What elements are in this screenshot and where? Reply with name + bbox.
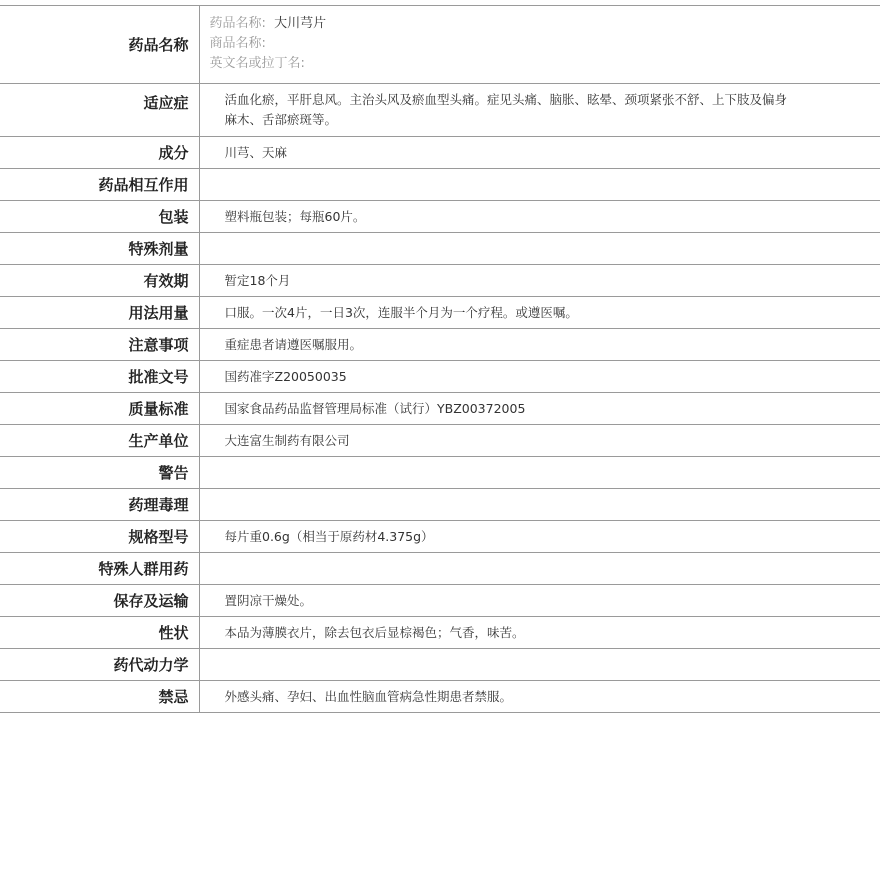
label-special-dosage: 特殊剂量: [0, 233, 199, 265]
label-specification: 规格型号: [0, 521, 199, 553]
row-warning: [0, 457, 880, 489]
english-name-key: 英文名或拉丁名:: [209, 56, 305, 71]
label-warning: 警告: [0, 457, 199, 489]
row-ingredients: [0, 137, 880, 169]
row-indications: [0, 84, 880, 137]
label-ingredients: 成分: [0, 137, 199, 169]
row-packaging: [0, 201, 880, 233]
row-pharmacology: [0, 489, 880, 521]
label-shelf-life: 有效期: [0, 265, 199, 297]
row-pharmacokinetics: [0, 649, 880, 681]
value-precautions: 重症患者请遵医嘱服用。: [199, 329, 880, 361]
value-specification: 每片重0.6g（相当于原药材4.375g）: [199, 521, 880, 553]
value-pharmacology: [199, 489, 880, 521]
row-usage: [0, 297, 880, 329]
value-ingredients: 川芎、天麻: [199, 137, 880, 169]
row-drug-names: [0, 6, 880, 84]
row-specification: [0, 521, 880, 553]
value-indications: 活血化瘀，平肝息风。主治头风及瘀血型头痛。症见头痛、脑胀、眩晕、颈项紧张不舒、上下肢及偏身麻木、舌部瘀斑等。: [199, 84, 880, 137]
row-description: [0, 617, 880, 649]
value-quality-standard: 国家食品药品监督管理局标准（试行）YBZ00372005: [199, 393, 880, 425]
label-description: 性状: [0, 617, 199, 649]
row-quality-standard: [0, 393, 880, 425]
row-approval-number: [0, 361, 880, 393]
label-pharmacokinetics: 药代动力学: [0, 649, 199, 681]
drug-name-key: 药品名称:: [209, 16, 266, 31]
drug-name-line: [210, 14, 880, 34]
value-drug-names: [199, 6, 880, 84]
value-packaging: 塑料瓶包装；每瓶60片。: [199, 201, 880, 233]
value-warning: [199, 457, 880, 489]
row-contraindications: [0, 681, 880, 713]
drug-name-value: 大川芎片: [274, 16, 327, 31]
value-approval-number: 国药准字Z20050035: [199, 361, 880, 393]
drug-info-table: [0, 5, 880, 713]
label-quality-standard: 质量标准: [0, 393, 199, 425]
value-manufacturer: 大连富生制药有限公司: [199, 425, 880, 457]
value-storage: 置阴凉干燥处。: [199, 585, 880, 617]
trade-name-line: [210, 34, 880, 54]
label-pharmacology: 药理毒理: [0, 489, 199, 521]
value-special-populations: [199, 553, 880, 585]
label-indications: 适应症: [0, 84, 199, 137]
label-contraindications: 禁忌: [0, 681, 199, 713]
value-shelf-life: 暂定18个月: [199, 265, 880, 297]
value-interactions: [199, 169, 880, 201]
label-manufacturer: 生产单位: [0, 425, 199, 457]
label-storage: 保存及运输: [0, 585, 199, 617]
row-storage: [0, 585, 880, 617]
row-manufacturer: [0, 425, 880, 457]
row-interactions: [0, 169, 880, 201]
row-special-populations: [0, 553, 880, 585]
label-packaging: 包装: [0, 201, 199, 233]
row-shelf-life: [0, 265, 880, 297]
value-usage: 口服。一次4片，一日3次，连服半个月为一个疗程。或遵医嘱。: [199, 297, 880, 329]
trade-name-key: 商品名称:: [209, 36, 266, 51]
value-special-dosage: [199, 233, 880, 265]
row-special-dosage: [0, 233, 880, 265]
value-pharmacokinetics: [199, 649, 880, 681]
label-precautions: 注意事项: [0, 329, 199, 361]
label-drug-names: 药品名称: [0, 6, 199, 84]
label-special-populations: 特殊人群用药: [0, 553, 199, 585]
value-contraindications: 外感头痛、孕妇、出血性脑血管病急性期患者禁服。: [199, 681, 880, 713]
label-approval-number: 批准文号: [0, 361, 199, 393]
label-interactions: 药品相互作用: [0, 169, 199, 201]
value-description: 本品为薄膜衣片，除去包衣后显棕褐色；气香，味苦。: [199, 617, 880, 649]
label-usage: 用法用量: [0, 297, 199, 329]
english-name-line: [210, 54, 880, 74]
row-precautions: [0, 329, 880, 361]
